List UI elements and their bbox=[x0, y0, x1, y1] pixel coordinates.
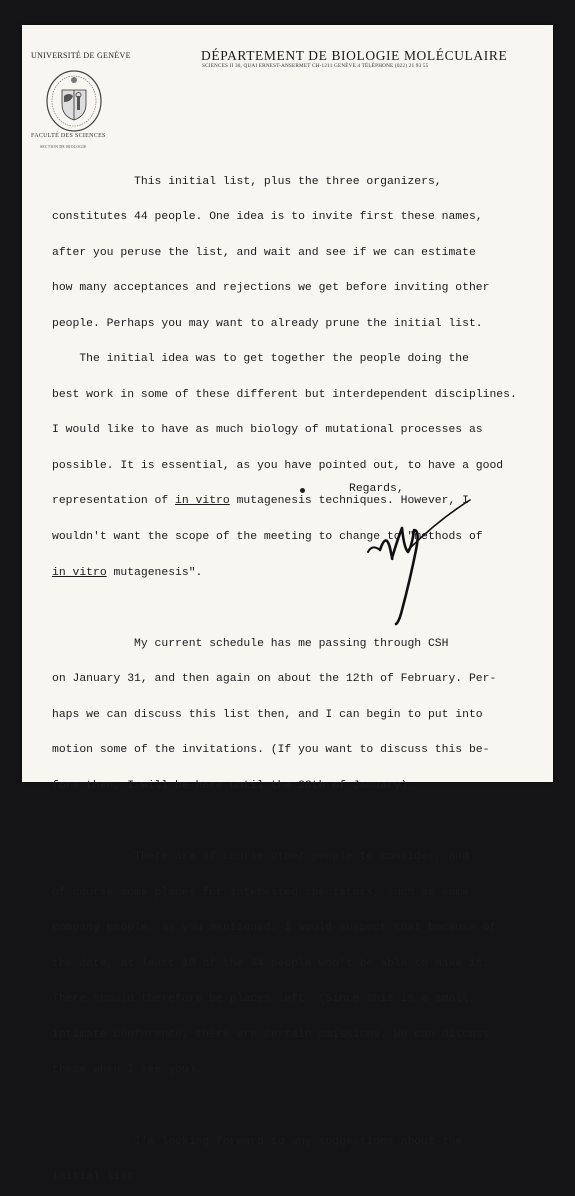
body-text: representation of bbox=[52, 495, 176, 508]
body-line: possible. It is essential, as you have pointed out, to have a good bbox=[52, 459, 504, 472]
body-line: people. Perhaps you may want to already prune the initial list. bbox=[52, 317, 483, 330]
closing: Regards, bbox=[349, 483, 404, 495]
ink-dot bbox=[300, 488, 305, 493]
body-line: wouldn't want the scope of the meeting to change to "methods of bbox=[52, 531, 483, 543]
faculty-name: FACULTÉ DES SCIENCES bbox=[31, 133, 106, 139]
department-address: SCIENCES II 30, QUAI ERNEST-ANSERMET CH-1211 GENÈVE 4 TÉLÉPHONE (022) 21 93 55 bbox=[202, 63, 429, 69]
underlined-term: in vitro bbox=[52, 566, 107, 579]
body-line: There are of course other people to consider, and bbox=[52, 851, 469, 864]
body-text: mutagenesis techniques. However, I bbox=[229, 495, 469, 508]
body-line: fore then, I will be here until the 28th of January). bbox=[52, 779, 415, 792]
body-line: of course some places for interested spectators, such as some bbox=[52, 886, 469, 899]
body-line: initial list. bbox=[52, 1171, 141, 1184]
handwritten-signature bbox=[360, 490, 480, 630]
body-line: after you peruse the list, and wait and see if we can estimate bbox=[52, 246, 476, 259]
university-name: UNIVERSITÉ DE GENÈVE bbox=[31, 51, 131, 60]
department-title: DÉPARTEMENT DE BIOLOGIE MOLÉCULAIRE bbox=[201, 48, 508, 63]
body-line: intimate conference, there are certain omissions. We can discuss bbox=[52, 1028, 490, 1041]
body-line: My current schedule has me passing through CSH bbox=[52, 637, 449, 650]
body-line: This initial list, plus the three organizers, bbox=[52, 175, 442, 188]
section-name: SECTION DE BIOLOGIE bbox=[40, 145, 87, 149]
body-line: There should therefore be places left. (Since this is a small, bbox=[52, 993, 476, 1006]
body-line: The initial idea was to get together the people doing the bbox=[52, 353, 469, 366]
body-line: best work in some of these different but interdependent disciplines. bbox=[52, 388, 517, 401]
body-line: I'm looking forward to any suggestions about the bbox=[52, 1135, 463, 1148]
body-line: company people, as you mentioned. I would suspect that because of bbox=[52, 922, 497, 935]
university-seal bbox=[44, 68, 104, 133]
body-line: on January 31, and then again on about the 12th of February. Per- bbox=[52, 673, 497, 686]
body-line: constitutes 44 people. One idea is to invite first these names, bbox=[52, 211, 483, 224]
body-text: mutagenesis". bbox=[106, 566, 203, 579]
body-line: the date, at least 10 of the 44 people won't be able to make it. bbox=[52, 957, 490, 970]
underlined-term: in vitro bbox=[175, 495, 230, 508]
letter-body bbox=[52, 153, 532, 1196]
body-line: motion some of the invitations. (If you want to discuss this be- bbox=[52, 744, 490, 757]
body-line: how many acceptances and rejections we get before inviting other bbox=[52, 282, 490, 295]
body-line: I would like to have as much biology of mutational processes as bbox=[52, 424, 483, 437]
body-line: haps we can discuss this list then, and I can begin to put into bbox=[52, 708, 483, 721]
body-line: these when I see you). bbox=[52, 1064, 203, 1077]
